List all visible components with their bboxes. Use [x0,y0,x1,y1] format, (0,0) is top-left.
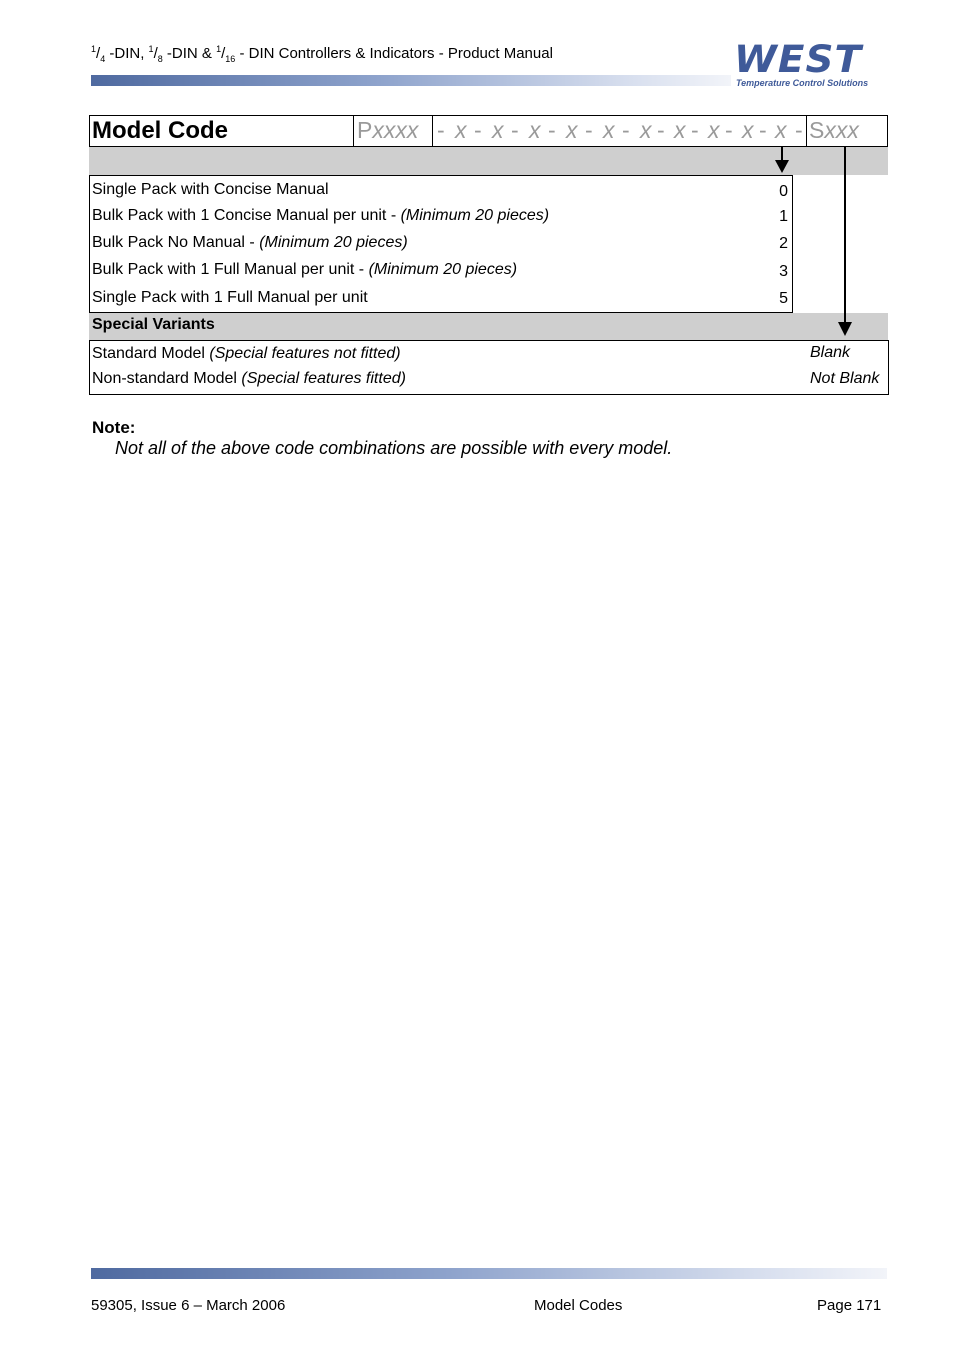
variant-note: (Special features not fitted) [209,345,401,362]
suffix-placeholder: xxx [824,117,859,143]
field-placeholder: x [529,117,541,143]
code-separator: - [759,117,767,143]
field-placeholder: x [492,117,504,143]
fraction-denominator: 8 [157,54,163,64]
option-text: Single Pack with 1 Full Manual per unit [92,289,368,306]
option-code: 5 [779,290,788,307]
code-separator: - [691,117,699,143]
code-separator: - [725,117,733,143]
logo-tagline: Temperature Control Solutions [736,78,869,88]
special-variants-heading: Special Variants [92,316,215,333]
footer-issue: 59305, Issue 6 – March 2006 [91,1297,286,1314]
option-text: Bulk Pack with 1 Concise Manual per unit - [92,207,401,224]
prefix-placeholder: xxxx [372,117,419,143]
note-heading: Note: [92,418,136,437]
code-separator: - [511,117,519,143]
prefix-letter: P [357,117,373,143]
logo-word: WEST [734,38,863,81]
field-placeholder: x [674,117,686,143]
code-arrows [0,0,954,420]
code-separator: - [548,117,556,143]
variant-code: Blank [810,344,851,361]
option-code: 2 [779,235,788,252]
variant-text: Non-standard Model [92,370,242,387]
option-text: Single Pack with Concise Manual [92,181,329,198]
option-text: Bulk Pack with 1 Full Manual per unit - [92,261,369,278]
option-text: Bulk Pack No Manual - [92,234,260,251]
code-separator: - [437,117,445,143]
code-separator: - [657,117,665,143]
option-code: 0 [779,183,788,200]
field-placeholder: x [708,117,720,143]
option-note: (Minimum 20 pieces) [368,261,518,278]
variant-note: (Special features fitted) [241,370,406,387]
fraction-denominator: 16 [225,54,236,64]
fraction-numerator: 1 [216,44,222,54]
model-code-label: Model Code [92,117,228,144]
field-placeholder: x [775,117,787,143]
field-placeholder: x [455,117,467,143]
field-placeholder: x [566,117,578,143]
option-note: (Minimum 20 pieces) [400,207,550,224]
field-placeholder: x [742,117,754,143]
code-separator: - [585,117,593,143]
title-text: -DIN, [105,45,149,62]
note-text: Not all of the above code combinations are possible with every model. [115,438,673,458]
document-title: $^1/_4$ -DIN, $^1/_8$ -DIN & $^1/_{16}$ - DIN Controllers & Indicators - Product Manual [91,44,553,64]
fraction-denominator: 4 [100,54,106,64]
arrow-special-variants [838,147,852,336]
option-note: (Minimum 20 pieces) [259,234,408,251]
fraction-numerator: 1 [148,44,154,54]
option-code: 1 [779,208,788,225]
code-separator: - [795,117,803,143]
variant-text: Standard Model [92,345,210,362]
footer-gradient-bar [91,1268,887,1279]
code-separator: - [622,117,630,143]
field-placeholder: x [640,117,652,143]
title-text: -DIN & [162,45,217,62]
footer-section: Model Codes [534,1297,623,1314]
fraction-numerator: 1 [91,44,97,54]
footer-page-number: Page 171 [817,1297,882,1314]
title-text: - DIN Controllers & Indicators - Product Manual [235,45,553,62]
suffix-letter: S [809,117,825,143]
code-separator: - [474,117,482,143]
option-code: 3 [779,263,788,280]
field-placeholder: x [603,117,615,143]
variant-code: Not Blank [810,370,880,387]
arrow-packaging [775,147,789,173]
